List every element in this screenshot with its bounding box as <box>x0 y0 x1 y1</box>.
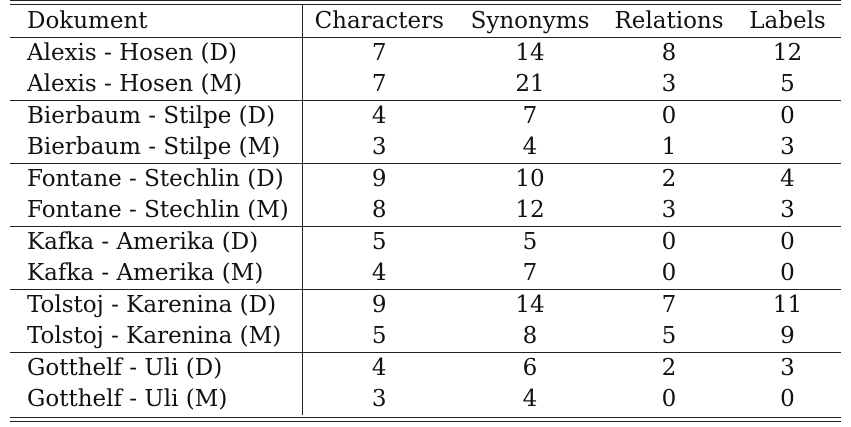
cell-characters: 5 <box>302 227 456 259</box>
cell-characters: 8 <box>371 197 387 223</box>
cell-document: Bierbaum - Stilpe (M) <box>10 132 302 164</box>
cell-synonyms: 5 <box>456 227 604 259</box>
header-labels: Labels <box>734 5 841 38</box>
cell-labels: 12 <box>772 40 803 66</box>
cell-synonyms: 4 <box>522 386 538 412</box>
cell-labels: 3 <box>780 197 795 223</box>
header-synonyms: Synonyms <box>456 5 604 38</box>
cell-relations: 5 <box>661 323 677 349</box>
cell-relations: 3 <box>661 197 677 223</box>
cell-relations: 7 <box>604 290 734 322</box>
header-relations: Relations <box>604 5 734 38</box>
table-row <box>10 384 841 415</box>
cell-characters: 4 <box>302 353 456 385</box>
table-row <box>10 227 841 259</box>
cell-relations: 3 <box>661 71 677 97</box>
cell-characters: 7 <box>371 71 387 97</box>
cell-characters: 3 <box>371 386 387 412</box>
cell-document: Kafka - Amerika (M) <box>10 258 302 290</box>
cell-labels: 11 <box>734 290 841 322</box>
cell-document: Bierbaum - Stilpe (D) <box>10 101 302 133</box>
table-row <box>10 101 841 133</box>
table-row <box>10 132 841 164</box>
cell-characters: 9 <box>302 164 456 196</box>
cell-labels: 0 <box>780 386 795 412</box>
cell-relations: 2 <box>604 353 734 385</box>
cell-relations: 0 <box>604 227 734 259</box>
cell-synonyms: 6 <box>456 353 604 385</box>
table-row <box>10 69 841 101</box>
table-row <box>10 321 841 353</box>
table-body <box>10 38 841 416</box>
cell-characters: 3 <box>371 134 387 160</box>
table-row <box>10 195 841 227</box>
cell-document: Tolstoj - Karenina (M) <box>10 321 302 353</box>
cell-labels: 5 <box>780 71 795 97</box>
cell-synonyms: 8 <box>522 323 538 349</box>
header-row <box>10 5 841 38</box>
cell-labels: 0 <box>734 227 841 259</box>
cell-characters: 4 <box>302 101 456 133</box>
cell-synonyms: 4 <box>522 134 538 160</box>
top-rule-line <box>10 0 841 1</box>
cell-relations: 1 <box>661 134 677 160</box>
table-row <box>10 353 841 385</box>
document-statistics-table <box>10 0 841 422</box>
bottom-rule-line <box>10 417 841 418</box>
cell-relations: 0 <box>661 386 677 412</box>
bottom-rule-line <box>10 421 841 422</box>
cell-synonyms: 14 <box>456 290 604 322</box>
cell-synonyms: 14 <box>515 40 545 66</box>
table-row <box>10 290 841 322</box>
cell-document: Gotthelf - Uli (D) <box>10 353 302 385</box>
table-row <box>10 38 841 70</box>
cell-relations: 2 <box>604 164 734 196</box>
cell-labels: 4 <box>734 164 841 196</box>
header-document: Dokument <box>10 5 302 38</box>
cell-synonyms: 7 <box>456 101 604 133</box>
cell-labels: 0 <box>734 101 841 133</box>
cell-document: Gotthelf - Uli (M) <box>10 384 302 415</box>
cell-characters: 7 <box>371 40 387 66</box>
cell-characters: 4 <box>371 260 387 286</box>
cell-labels: 3 <box>780 134 795 160</box>
table-header <box>10 5 841 38</box>
cell-document: Fontane - Stechlin (M) <box>10 195 302 227</box>
table-row <box>10 164 841 196</box>
cell-labels: 3 <box>734 353 841 385</box>
table-row <box>10 258 841 290</box>
bottom-double-rule <box>10 417 841 422</box>
cell-document: Kafka - Amerika (D) <box>10 227 302 259</box>
cell-relations: 0 <box>661 260 677 286</box>
cell-document: Fontane - Stechlin (D) <box>10 164 302 196</box>
cell-document: Alexis - Hosen (D) <box>10 38 302 70</box>
cell-synonyms: 21 <box>515 71 545 97</box>
results-table <box>10 5 841 415</box>
cell-labels: 0 <box>780 260 795 286</box>
cell-relations: 8 <box>661 40 677 66</box>
cell-document: Tolstoj - Karenina (D) <box>10 290 302 322</box>
cell-relations: 0 <box>604 101 734 133</box>
cell-labels: 9 <box>780 323 795 349</box>
cell-characters: 9 <box>302 290 456 322</box>
header-characters: Characters <box>302 5 456 38</box>
cell-synonyms: 12 <box>515 197 545 223</box>
cell-synonyms: 7 <box>522 260 538 286</box>
cell-document: Alexis - Hosen (M) <box>10 69 302 101</box>
cell-characters: 5 <box>371 323 387 349</box>
cell-synonyms: 10 <box>456 164 604 196</box>
